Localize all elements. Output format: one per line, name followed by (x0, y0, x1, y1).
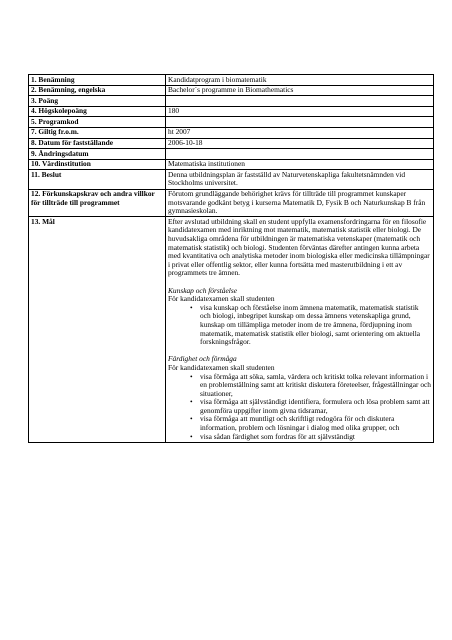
bullet-list (168, 304, 431, 347)
bullet-list (168, 373, 431, 442)
list-item: • visa kunskap och förståelse inom ämnena matematik, matematisk statistik och biologi, inbegripet kunskap om dessa ämnens vetenskapliga grund, kunskap om tillämpliga metoder inom de tre ämnena, fördjupning inom matematik, matematisk statistik eller biologi, samt orientering om aktuella forskningsfrågor. (190, 304, 431, 347)
table-row (29, 159, 434, 170)
field-value (166, 117, 434, 128)
field-label: 9. Ändringsdatum (29, 149, 166, 160)
table-row (29, 85, 434, 96)
field-label: 7. Giltig fr.o.m. (29, 127, 166, 138)
section-heading-fardighet: Färdighet och förmåga (168, 354, 237, 364)
field-value-mal (166, 217, 434, 442)
list-item: • visa sådan färdighet som fordras för att självständigt (190, 433, 431, 442)
field-value: Denna utbildningsplan är fastställd av Naturvetenskapliga fakultetsnämnden vid Stockholms universitet. (166, 170, 434, 189)
table-row (29, 127, 434, 138)
field-label: 13. Mål (29, 217, 166, 442)
field-value: Bachelor´s programme in Biomathematics (166, 85, 434, 96)
table-row (29, 75, 434, 86)
section-lead: För kandidatexamen skall studenten (168, 362, 275, 372)
table-row (29, 217, 434, 442)
table-row (29, 96, 434, 107)
field-value: 180 (166, 106, 434, 117)
field-value: Förutom grundläggande behörighet krävs för tillträde till programmet kunskaper motsvarande godkänt betyg i kurserna Matematik D, Fysik B och Naturkunskap B från gymnasieskolan. (166, 189, 434, 217)
section-heading-kunskap: Kunskap och förståelse (168, 285, 237, 295)
table-row (29, 189, 434, 217)
field-value: Matematiska institutionen (166, 159, 434, 170)
field-value: 2006-10-18 (166, 138, 434, 149)
field-value (166, 96, 434, 107)
list-item: • visa förmåga att självständigt identifiera, formulera och lösa problem samt att genomföra uppgifter inom givna tidsramar, (190, 398, 431, 415)
field-label: 1. Benämning (29, 75, 166, 86)
field-label: 10. Värdinstitution (29, 159, 166, 170)
section-lead: För kandidatexamen skall studenten (168, 294, 275, 304)
field-value: Kandidatprogram i biomatematik (166, 75, 434, 86)
table-row (29, 117, 434, 128)
program-info-table (28, 74, 434, 443)
table-row (29, 149, 434, 160)
field-label: 5. Programkod (29, 117, 166, 128)
field-label: 2. Benämning, engelska (29, 85, 166, 96)
mal-intro: Efter avslutad utbildning skall en student uppfylla examensfordringarna för en filosofie kandidatexamen med inriktning mot matematik, matematisk statistik eller biologi. De huvudsakliga områdena för utbildningen är matematiska vetenskaper (matematik och matematisk statistik) och biologi. Studenten förväntas därefter antingen kunna arbeta med kvantitativa och analytiska metoder inom biologiska eller medicinska tillämpningar i privat eller offentlig sektor, eller kunna fortsätta med masterutbildning i ett av programmets tre ämnen. (168, 216, 430, 278)
field-label: 4. Högskolepoäng (29, 106, 166, 117)
table-row (29, 106, 434, 117)
table-row (29, 138, 434, 149)
table-row (29, 170, 434, 189)
field-value: ht 2007 (166, 127, 434, 138)
field-label: 8. Datum för fastställande (29, 138, 166, 149)
field-value (166, 149, 434, 160)
field-label: 3. Poäng (29, 96, 166, 107)
field-label: 12. Förkunskapskrav och andra villkor för tillträde till programmet (29, 189, 166, 217)
field-label: 11. Beslut (29, 170, 166, 189)
list-item: • visa förmåga att söka, samla, värdera och kritiskt tolka relevant information i en problemställning samt att kritiskt diskutera företeelser, frågeställningar och situationer, (190, 373, 431, 399)
list-item: • visa förmåga att muntligt och skriftligt redogöra för och diskutera information, problem och lösningar i dialog med olika grupper, och (190, 415, 431, 432)
